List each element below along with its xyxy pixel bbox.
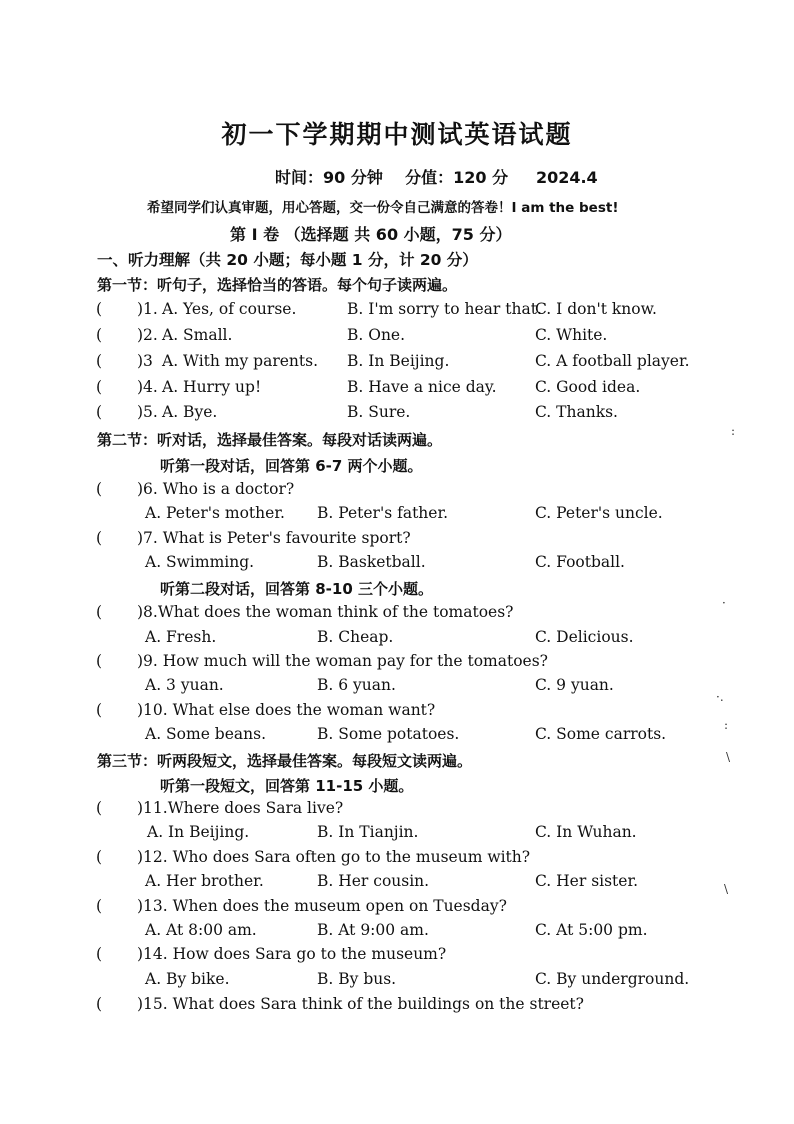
option-a: A. 3 yuan.: [145, 676, 224, 694]
scan-speck: \: [726, 750, 731, 764]
scan-speck: :: [724, 718, 729, 732]
part-heading: 一、听力理解（共 20 小题；每小题 1 分，计 20 分）: [97, 251, 478, 269]
option-a: A. Bye.: [162, 403, 218, 421]
option-b: B. One.: [347, 326, 406, 344]
scan-speck: :: [731, 424, 736, 438]
options-row: [0, 970, 794, 994]
question-row: [0, 378, 794, 402]
option-b: B. In Tianjin.: [317, 823, 419, 841]
options-row: [0, 872, 794, 896]
answer-paren[interactable]: (: [96, 897, 103, 915]
option-b: B. Peter's father.: [317, 504, 449, 522]
question-stem: )9. How much will the woman pay for the tomatoes?: [137, 652, 548, 670]
answer-paren[interactable]: (: [96, 378, 103, 396]
answer-paren[interactable]: (: [96, 945, 103, 963]
passage-instruction: 听第一段短文，回答第 11-15 小题。: [160, 777, 414, 795]
option-c: C. At 5:00 pm.: [535, 921, 648, 939]
option-a: A. Hurry up!: [162, 378, 262, 396]
option-c: C. Peter's uncle.: [535, 504, 663, 522]
question-row: [0, 848, 794, 872]
answer-paren[interactable]: (: [96, 480, 103, 498]
answer-paren[interactable]: (: [96, 848, 103, 866]
question-row: [0, 300, 794, 324]
option-c: C. Some carrots.: [535, 725, 667, 743]
question-stem: )13. When does the museum open on Tuesday?: [137, 897, 507, 915]
question-number: )3: [137, 352, 153, 370]
option-c: C. White.: [535, 326, 608, 344]
question-row: [0, 603, 794, 627]
answer-paren[interactable]: (: [96, 529, 103, 547]
option-c: C. Her sister.: [535, 872, 639, 890]
option-c: C. Delicious.: [535, 628, 634, 646]
option-b: B. Her cousin.: [317, 872, 430, 890]
question-number: )4.: [137, 378, 158, 396]
section-heading: 第三节：听两段短文，选择最佳答案。每段短文读两遍。: [97, 752, 473, 770]
question-row: [0, 945, 794, 969]
question-stem: )15. What does Sara think of the buildings on the street?: [137, 995, 584, 1013]
options-row: [0, 504, 794, 528]
section-heading: 第二节：听对话，选择最佳答案。每段对话读两遍。: [97, 431, 443, 449]
question-stem: )14. How does Sara go to the museum?: [137, 945, 447, 963]
question-row: [0, 652, 794, 676]
answer-paren[interactable]: (: [96, 701, 103, 719]
options-row: [0, 921, 794, 945]
answer-paren[interactable]: (: [96, 995, 103, 1013]
question-stem: )10. What else does the woman want?: [137, 701, 436, 719]
option-a: A. Small.: [162, 326, 233, 344]
option-c: C. I don't know.: [535, 300, 657, 318]
option-b: B. Some potatoes.: [317, 725, 460, 743]
option-a: A. Fresh.: [145, 628, 217, 646]
section-heading: 第一节：听句子，选择恰当的答语。每个句子读两遍。: [97, 276, 458, 294]
question-stem: )12. Who does Sara often go to the museum with?: [137, 848, 531, 866]
question-stem: )7. What is Peter's favourite sport?: [137, 529, 411, 547]
question-row: [0, 480, 794, 504]
option-b: B. Have a nice day.: [347, 378, 497, 396]
volume-heading: 第 I 卷 （选择题 共 60 小题，75 分）: [230, 225, 512, 244]
answer-paren[interactable]: (: [96, 352, 103, 370]
question-row: [0, 701, 794, 725]
option-b: B. I'm sorry to hear that.: [347, 300, 542, 318]
exam-meta: 时间：90 分钟 分值：120 分 2024.4: [275, 168, 598, 187]
question-row: [0, 897, 794, 921]
option-a: A. By bike.: [145, 970, 230, 988]
question-row: [0, 403, 794, 427]
question-row: [0, 326, 794, 350]
option-b: B. In Beijing.: [347, 352, 450, 370]
answer-paren[interactable]: (: [96, 603, 103, 621]
scan-speck: ·.: [716, 690, 724, 704]
question-stem: )8.What does the woman think of the tomatoes?: [137, 603, 514, 621]
option-a: A. With my parents.: [162, 352, 319, 370]
option-c: C. Good idea.: [535, 378, 641, 396]
answer-paren[interactable]: (: [96, 300, 103, 318]
question-row: [0, 799, 794, 823]
option-b: B. At 9:00 am.: [317, 921, 429, 939]
option-a: A. At 8:00 am.: [145, 921, 257, 939]
options-row: [0, 553, 794, 577]
motto: 希望同学们认真审题，用心答题，交一份令自己满意的答卷！I am the best!: [147, 200, 619, 216]
answer-paren[interactable]: (: [96, 799, 103, 817]
question-number: )5.: [137, 403, 158, 421]
option-a: A. Swimming.: [145, 553, 255, 571]
option-b: B. By bus.: [317, 970, 397, 988]
option-a: A. Yes, of course.: [162, 300, 297, 318]
answer-paren[interactable]: (: [96, 326, 103, 344]
dialogue-instruction: 听第一段对话，回答第 6-7 两个小题。: [160, 457, 423, 475]
dialogue-instruction: 听第二段对话，回答第 8-10 三个小题。: [160, 580, 433, 598]
page-title: 初一下学期期中测试英语试题: [221, 120, 573, 149]
options-row: [0, 823, 794, 847]
option-c: C. Football.: [535, 553, 625, 571]
option-a: A. In Beijing.: [147, 823, 250, 841]
scan-speck: ·: [722, 596, 726, 610]
option-b: B. Sure.: [347, 403, 411, 421]
option-c: C. A football player.: [535, 352, 690, 370]
option-c: C. By underground.: [535, 970, 690, 988]
options-row: [0, 676, 794, 700]
question-number: )1.: [137, 300, 158, 318]
option-b: B. Basketball.: [317, 553, 426, 571]
answer-paren[interactable]: (: [96, 403, 103, 421]
option-c: C. 9 yuan.: [535, 676, 614, 694]
question-row: [0, 352, 794, 376]
option-a: A. Some beans.: [145, 725, 266, 743]
options-row: [0, 725, 794, 749]
question-stem: )11.Where does Sara live?: [137, 799, 344, 817]
question-row: [0, 995, 794, 1019]
scan-speck: \: [724, 882, 729, 896]
option-b: B. Cheap.: [317, 628, 394, 646]
option-a: A. Her brother.: [145, 872, 264, 890]
option-b: B. 6 yuan.: [317, 676, 396, 694]
question-stem: )6. Who is a doctor?: [137, 480, 295, 498]
question-row: [0, 529, 794, 553]
answer-paren[interactable]: (: [96, 652, 103, 670]
options-row: [0, 628, 794, 652]
option-a: A. Peter's mother.: [145, 504, 285, 522]
question-number: )2.: [137, 326, 158, 344]
option-c: C. In Wuhan.: [535, 823, 637, 841]
option-c: C. Thanks.: [535, 403, 618, 421]
